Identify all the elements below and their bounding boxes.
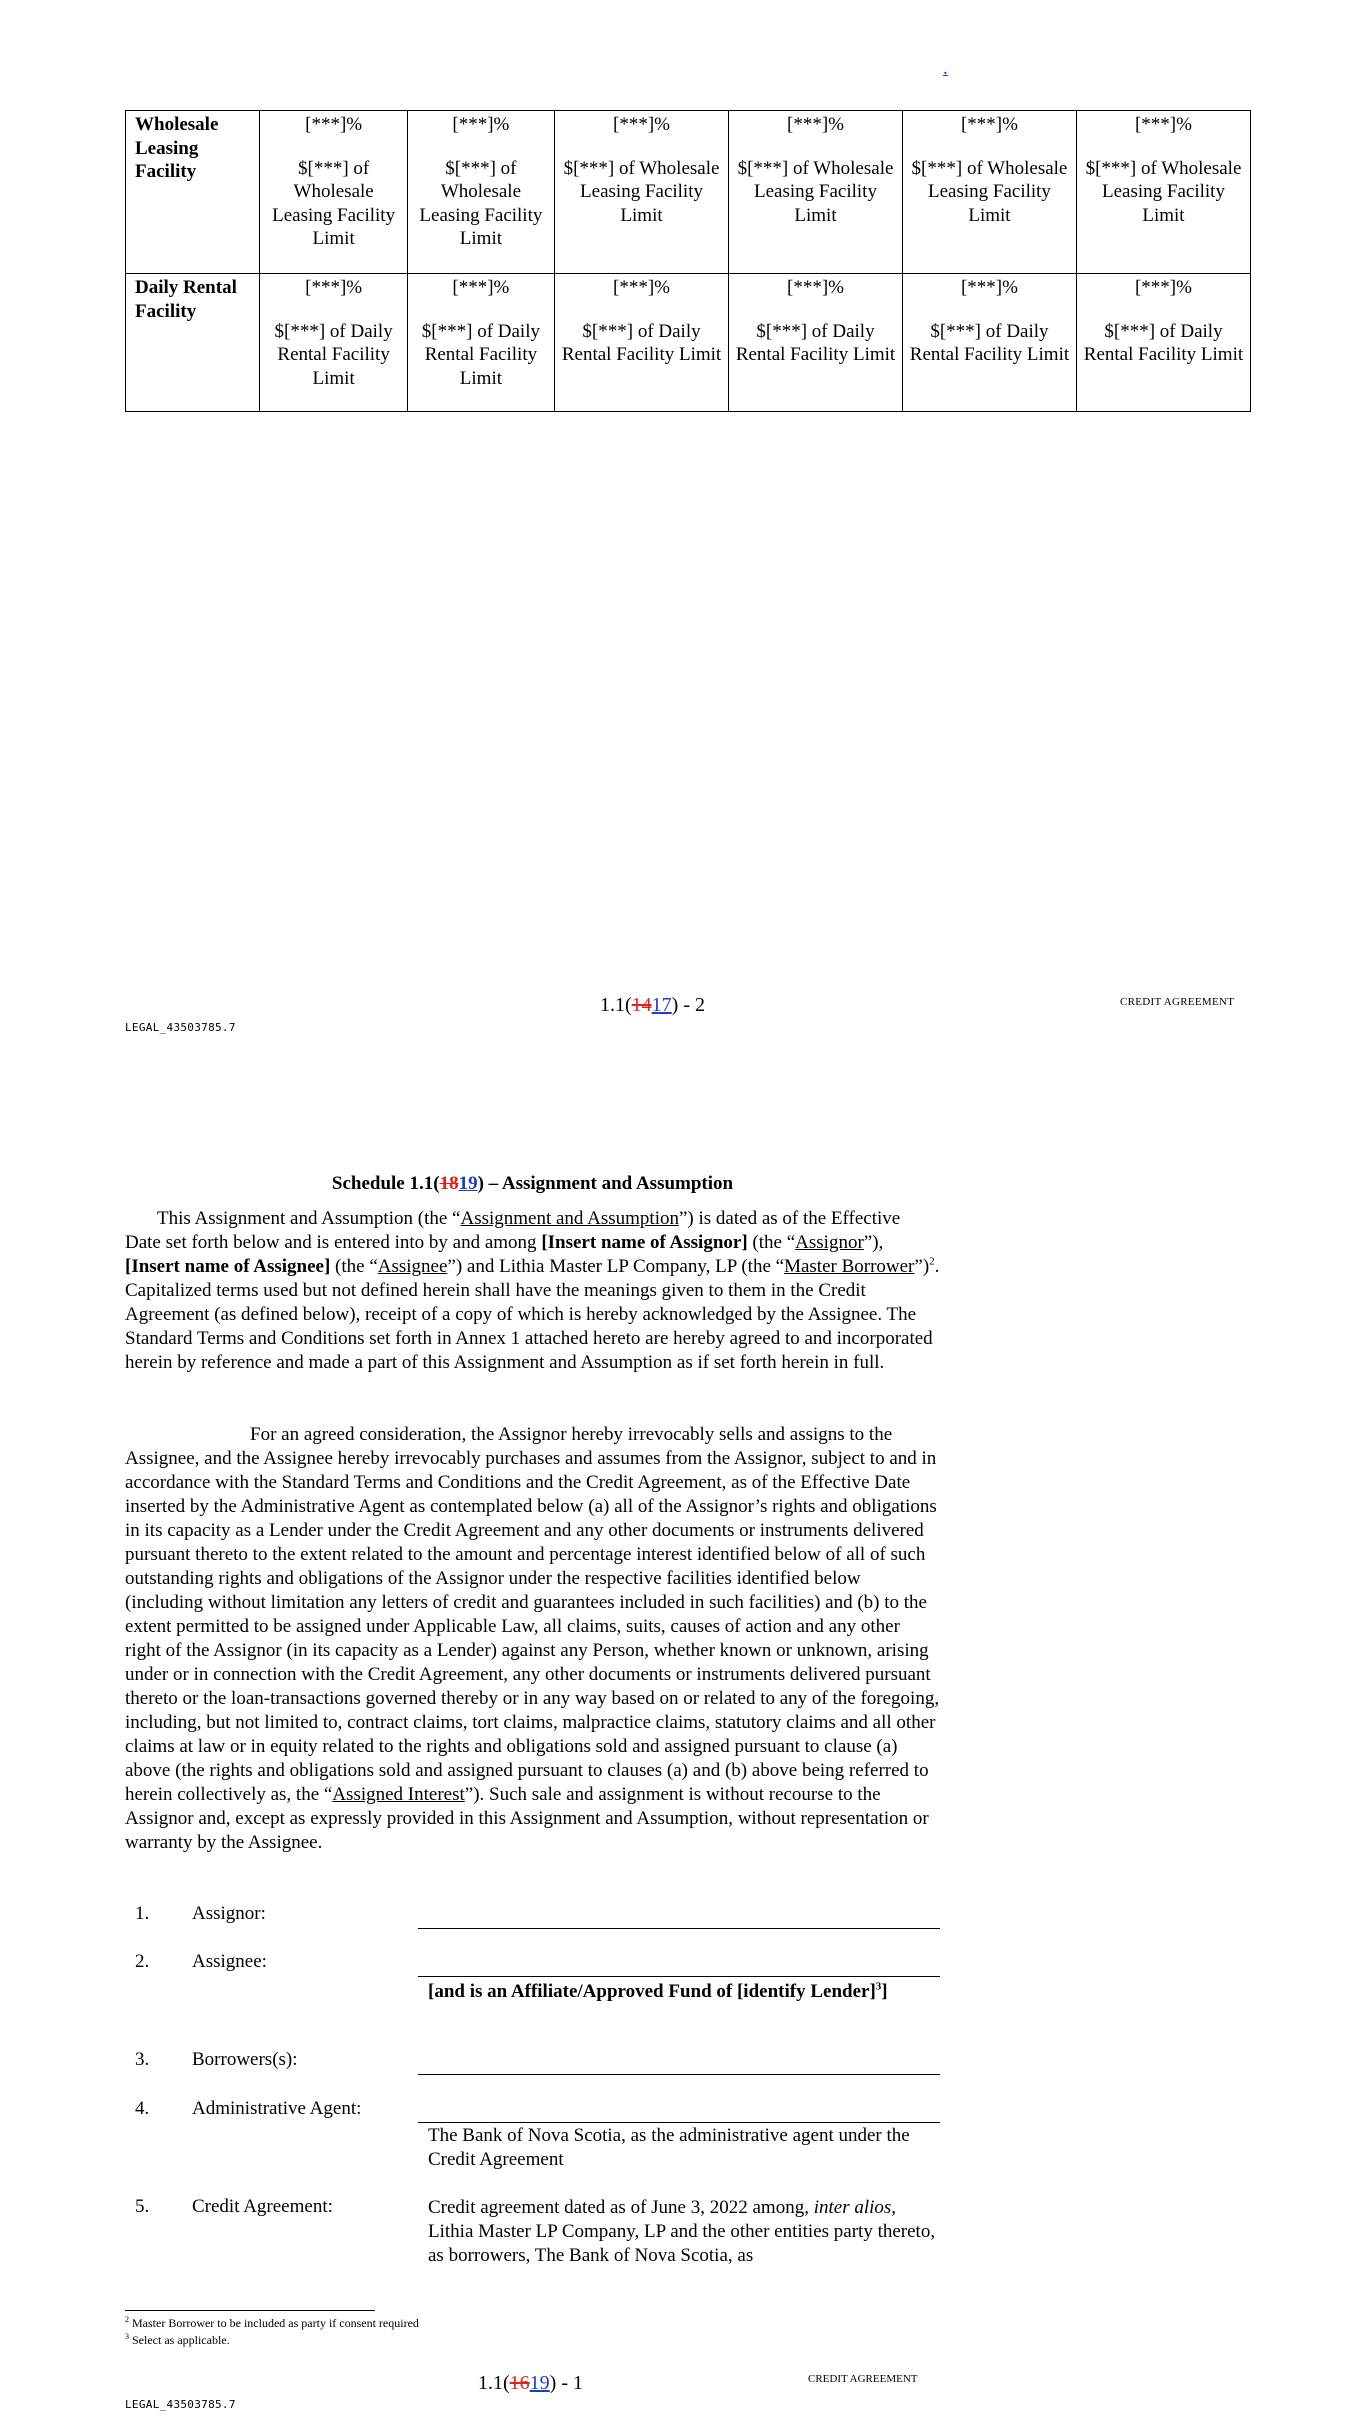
credit-agreement-value: Credit agreement dated as of June 3, 2022 among, inter alios, Lithia Master LP Company, LP and the other entities party thereto, as borrowers, The Bank of Nova Scotia, as [428,2197,936,2266]
footnote-divider [125,2310,375,2311]
table-cell: [***]% $[***] of Wholesale Leasing Facility Limit [407,111,554,274]
page-number: 1.1(1619) - 1 [478,2372,583,2394]
item-number: 5. [135,2196,150,2217]
borrowers-field-line[interactable] [418,2074,940,2075]
table-cell: [***]% $[***] of Wholesale Leasing Facility Limit [555,111,729,274]
top-mark: . [943,58,948,79]
table-cell: [***]% $[***] of Daily Rental Facility Limit [260,274,407,412]
table-cell: [***]% $[***] of Wholesale Leasing Facility Limit [1076,111,1250,274]
item-label: Borrowers(s): [192,2049,298,2070]
doc-id: LEGAL_43503785.7 [125,2398,236,2411]
page-number: 1.1(1417) - 2 [600,994,705,1016]
footer-label: CREDIT AGREEMENT [808,2373,918,2385]
item-number: 4. [135,2098,150,2119]
table-cell: [***]% $[***] of Wholesale Leasing Facility Limit [902,111,1076,274]
table-cell: [***]% $[***] of Daily Rental Facility Limit [729,274,903,412]
table-cell: [***]% $[***] of Daily Rental Facility Limit [902,274,1076,412]
footnote: $^2$ Master Borrower to be included as party if consent required [125,2315,419,2330]
row-header: Wholesale Leasing Facility [126,111,260,274]
table-cell: [***]% $[***] of Wholesale Leasing Facility Limit [260,111,407,274]
table-cell: [***]% $[***] of Daily Rental Facility Limit [407,274,554,412]
item-label: Credit Agreement: [192,2196,333,2217]
facility-table [125,110,1251,412]
page-title: Schedule 1.1(1819) – Assignment and Assumption [331,1173,734,1194]
item-label: Administrative Agent: [192,2098,362,2119]
item-label: Assignor: [192,1903,266,1924]
assignee-field-line[interactable] [418,1976,940,1977]
footer-label: CREDIT AGREEMENT [1120,996,1235,1008]
table-cell: [***]% $[***] of Wholesale Leasing Facility Limit [729,111,903,274]
footnote: $^3$ Select as applicable. [125,2332,230,2347]
intro-paragraph: This Assignment and Assumption (the “Assignment and Assumption”) is dated as of the Effective Date set forth below and is entered into by and among [Insert name of Assignor] (the “Assignor”), [Insert name of Assignee] (the “Assignee”) and Lithia Master LP Company, LP (the “Master Borrower”)$^2$. Capitalized terms used but not defined herein shall have the meanings given to them in the Credit Agreement (as defined below), receipt of a copy of which is hereby acknowledged by the Assignee. The Standard Terms and Conditions set forth in Annex 1 attached hereto are hereby agreed to and incorporated herein by reference and made a part of this Assignment and Assumption as if set forth herein in full. [125,1208,940,1373]
item-number: 1. [135,1903,150,1924]
agent-field-line[interactable] [418,2122,940,2123]
item-label: Assignee: [192,1951,267,1972]
agent-value: The Bank of Nova Scotia, as the administrative agent under the Credit Agreement [428,2125,910,2170]
table-row [126,274,1251,412]
doc-id: LEGAL_43503785.7 [125,1021,236,1034]
item-number: 3. [135,2049,150,2070]
consideration-paragraph: For an agreed consideration, the Assignor hereby irrevocably sells and assigns to the Assignee, and the Assignee hereby irrevocably purchases and assumes from the Assignor, subject to and in accordance with the Standard Terms and Conditions and the Credit Agreement, as of the Effective Date inserted by the Administrative Agent as contemplated below (a) all of the Assignor’s rights and obligations in its capacity as a Lender under the Credit Agreement and any other documents or instruments delivered pursuant thereto to the extent related to the amount and percentage interest identified below of all of such outstanding rights and obligations of the Assignor under the respective facilities identified below (including without limitation any letters of credit and guarantees included in such facilities) and (b) to the extent permitted to be assigned under Applicable Law, all claims, suits, causes of action and any other right of the Assignor (in its capacity as a Lender) against any Person, whether known or unknown, arising under or in connection with the Credit Agreement, any other documents or instruments delivered pursuant thereto or the loan-transactions governed thereby or in any way based on or related to any of the foregoing, including, but not limited to, contract claims, tort claims, malpractice claims, statutory claims and all other claims at law or in equity related to the rights and obligations sold and assigned pursuant to clause (a) above (the rights and obligations sold and assigned pursuant to clauses (a) and (b) above being referred to herein collectively as, the “Assigned Interest”). Such sale and assignment is without recourse to the Assignor and, except as expressly provided in this Assignment and Assumption, without representation or warranty by the Assignee. [125,1424,940,1853]
table-row [126,111,1251,274]
row-header: Daily Rental Facility [126,274,260,412]
table-cell: [***]% $[***] of Daily Rental Facility Limit [555,274,729,412]
table-cell: [***]% $[***] of Daily Rental Facility Limit [1076,274,1250,412]
assignor-field-line[interactable] [418,1928,940,1929]
item-number: 2. [135,1951,150,1972]
affiliate-note: [and is an Affiliate/Approved Fund of [identify Lender]$^3$] [428,1980,888,2002]
